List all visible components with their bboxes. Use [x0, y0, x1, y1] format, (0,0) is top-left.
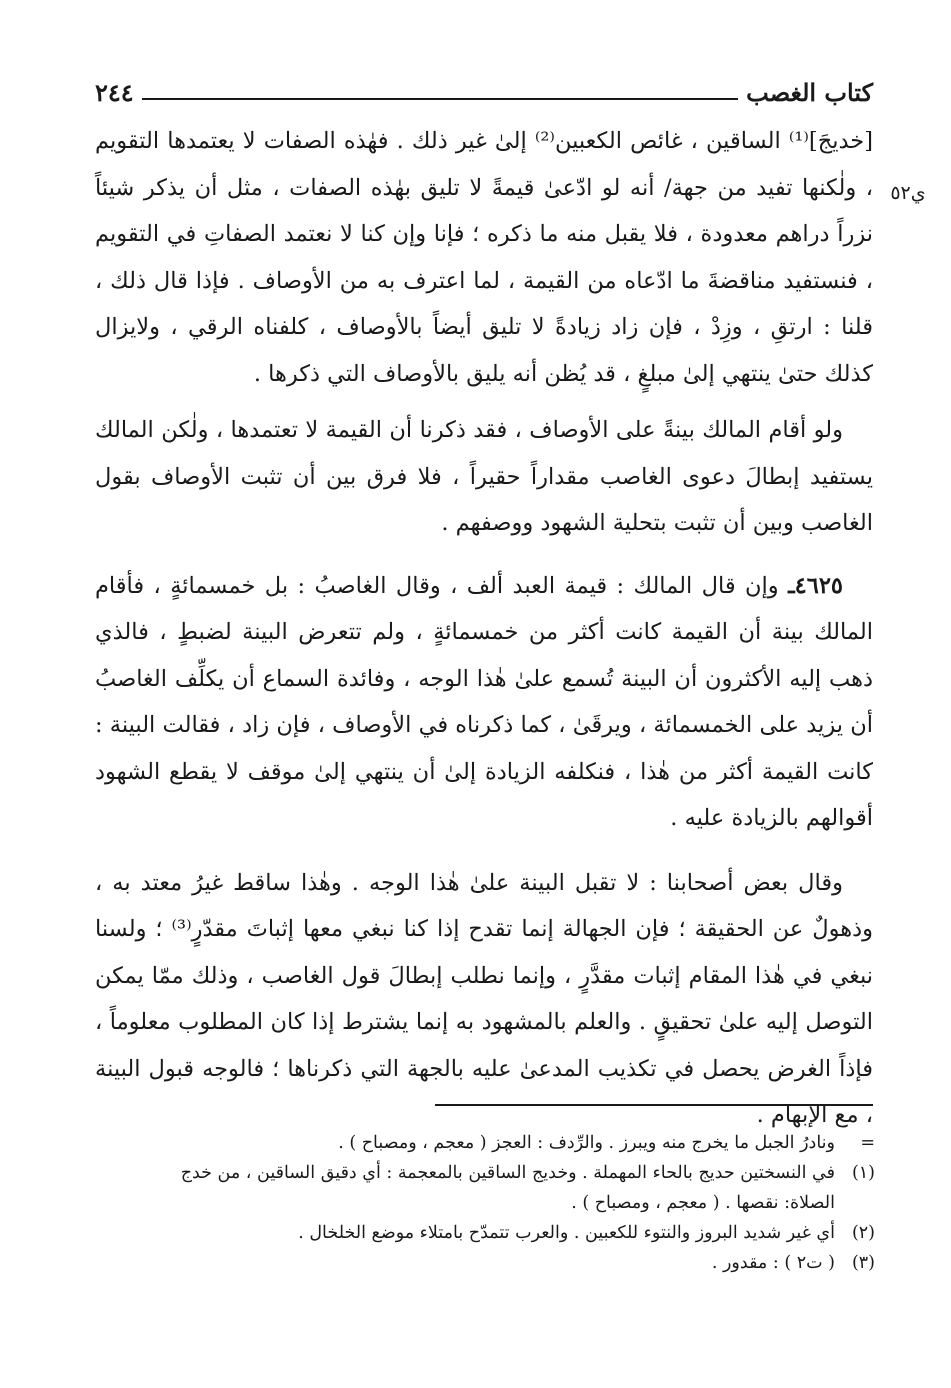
footnote-1-mark: (١) — [851, 1163, 875, 1183]
paragraph-1: [خديجَ]⁽¹⁾ الساقين ، غائص الكعبين⁽²⁾ إلىٰ غير ذلك . فهٰذه الصفات لا يعتمدها التقويم ، ولٰكنها تفيد من جهة/ أنه لو ادّعىٰ قيمةً لا تليق بهٰذه الصفات ، مثل أن يذكر شيئاً نزراً دراهم معدودة ، فلا يقبل منه ما ذكره ؛ فإنا وإن كنا لا نعتمد الصفاتِ في التقويم ، فنستفيد مناقضةَ ما ادّعاه من القيمة ، لما اعترف به من الأوصاف . فإذا قال ذلك ، قلنا : ارتقِ ، وزِدْ ، فإن زاد زيادةً لا تليق أيضاً بالأوصاف ، كلفناه الرقي ، ولايزال كذلك حتىٰ ينتهي إلىٰ مبلغٍ ، قد يُظن أنه يليق بالأوصاف التي ذكرها . — [95, 128, 873, 387]
paragraph-2: ولو أقام المالك بينةً على الأوصاف ، فقد ذكرنا أن القيمة لا تعتمدها ، ولٰكن المالك يستفيد إبطالَ دعوى الغاصب مقداراً حقيراً ، فلا فرق بين أن تثبت الأوصاف بقول الغاصب وبين أن تثبت بتحلية الشهود ووصفهم . — [95, 417, 873, 536]
footnote-3-text: ( ت٢ ) : مقدور . — [711, 1253, 835, 1273]
footnote-2-text: أي غير شديد البروز والنتوء للكعبين . والعرب تتمدّح بامتلاء موضع الخلخال . — [298, 1223, 835, 1243]
paragraph-3-text: وإن قال المالك : قيمة العبد ألف ، وقال الغاصبُ : بل خمسمائةٍ ، فأقام المالك بينة أن القيمة كانت أكثر من خمسمائةٍ ، ولم تتعرض البينة لضبطٍ ، فالذي ذهب إليه الأكثرون أن البينة تُسمع علىٰ هٰذا الوجه ، وفائدة السماع أن يكلِّف الغاصبُ أن يزيد على الخمسمائة ، ويرقَىٰ ، كما ذكرناه في الأوصاف ، فإن زاد ، فقالت البينة : كانت القيمة أكثر من هٰذا ، فنكلفه الزيادة إلىٰ أن ينتهي إلىٰ موقف لا يقطع الشهود أقوالهم بالزيادة عليه . — [95, 572, 873, 831]
footnotes — [95, 1128, 875, 1278]
header-rule — [142, 98, 738, 100]
paragraph-4: وقال بعض أصحابنا : لا تقبل البينة علىٰ هٰذا الوجه . وهٰذا ساقط غيرُ معتد به ، وذهولٌ عن الحقيقة ؛ فإن الجهالة إنما تقدح إذا كنا نبغي معها إثباتَ مقدّرٍ⁽³⁾ ؛ ولسنا نبغي في هٰذا المقام إثبات مقدَّرٍ ، وإنما نطلب إبطالَ قول الغاصب ، وذلك ممّا يمكن التوصل إليه علىٰ تحقيقٍ . والعلم بالمشهود به إنما يشترط إذا كان المطلوب معلوماً ، فإذاً الغرض يحصل في تكذيب المدعىٰ عليه بالجهة التي ذكرناها ؛ فالوجه قبول البينة ، مع الإبهام . — [95, 869, 873, 1128]
footnote-continued-mark: = — [860, 1133, 875, 1153]
footnote-1 — [95, 1158, 875, 1188]
manuscript-margin-ref: ي٥٢ — [890, 182, 926, 204]
paragraph-3 — [95, 563, 873, 842]
issue-number: ٤٦٢٥ـ — [788, 572, 844, 599]
footnote-2 — [95, 1218, 875, 1248]
footnote-continued — [95, 1128, 875, 1158]
footnote-1-text: في النسختين حديج بالحاء المهملة . وخديج الساقين بالمعجمة : أي دقيق الساقين ، من خدج — [180, 1163, 835, 1183]
main-text — [95, 118, 873, 1139]
footnote-continued-text: ونادرُ الجبل ما يخرج منه ويبرز . والرِّدف : العجز ( معجم ، ومصباح ) . — [338, 1133, 835, 1153]
footnote-2-mark: (٢) — [851, 1223, 875, 1243]
page-number: ٢٤٤ — [95, 77, 134, 107]
running-header — [95, 72, 873, 112]
footnote-3-mark: (٣) — [851, 1253, 875, 1273]
footnote-1-continuation: الصلاة: نقصها . ( معجم ، ومصباح ) . — [571, 1193, 835, 1213]
footnote-3 — [95, 1248, 875, 1278]
chapter-title: كتاب الغصب — [746, 77, 873, 107]
footnote-separator — [435, 1104, 873, 1106]
